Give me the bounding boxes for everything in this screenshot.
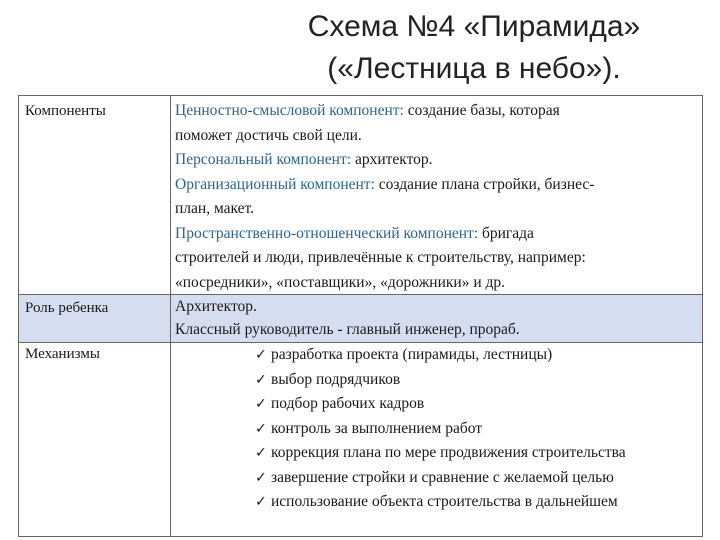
row-label-components: Компоненты	[19, 96, 171, 294]
mechanisms-list	[175, 343, 696, 515]
component-text: создание плана стройки, бизнес-	[374, 175, 595, 193]
list-item	[255, 490, 696, 515]
component-line	[175, 124, 696, 149]
component-name: Ценностно-смысловой компонент:	[175, 102, 404, 119]
mechanism-text: разработка проекта (пирамиды, лестницы)	[271, 346, 553, 363]
mechanisms-cell	[171, 343, 702, 536]
check-icon: ✓	[255, 469, 267, 486]
mechanism-text: выбор подрядчиков	[271, 370, 401, 388]
check-icon: ✓	[255, 494, 267, 510]
mechanism-text: использование объекта строительства в дальнейшем	[271, 493, 618, 510]
component-line	[175, 99, 696, 124]
mechanism-text: завершение стройки и сравнение с желаемой целью	[271, 468, 614, 486]
table-row-mechanisms	[19, 343, 702, 536]
role-line: Классный руководитель - главный инженер, прораб.	[175, 321, 520, 338]
check-icon: ✓	[255, 371, 267, 388]
check-icon: ✓	[255, 420, 267, 437]
list-item	[255, 466, 696, 491]
slide-title-line-2: («Лестница в небо»).	[327, 52, 621, 85]
list-item	[255, 368, 696, 393]
slide-title	[254, 6, 694, 90]
mechanism-text: контроль за выполнением работ	[271, 419, 483, 437]
scheme-table	[18, 95, 703, 537]
component-line	[175, 271, 696, 296]
component-text: архитектор.	[351, 151, 433, 168]
component-name: Пространственно-отношенческий компонент:	[175, 224, 479, 242]
list-item	[255, 392, 696, 417]
table-row-role	[19, 295, 702, 343]
component-text: бригада	[478, 224, 534, 242]
component-text: строителей и люди, привлечённые к строительству, например:	[175, 249, 586, 266]
component-line	[175, 222, 696, 247]
list-item	[255, 417, 696, 442]
component-text: поможет достичь свой цели.	[175, 126, 362, 144]
row-label-role: Роль ребенка	[19, 295, 171, 342]
component-line	[175, 173, 696, 198]
mechanism-text: коррекция плана по мере продвижения строительства	[271, 444, 626, 461]
component-line	[175, 197, 696, 222]
list-item	[255, 343, 696, 368]
component-text: создание базы, которая	[403, 102, 560, 119]
component-text: «посредники», «поставщики», «дорожники» и др.	[175, 273, 505, 291]
list-item	[255, 441, 696, 466]
check-icon: ✓	[255, 445, 267, 461]
row-label-mechanisms: Механизмы	[19, 343, 171, 536]
check-icon: ✓	[255, 347, 267, 363]
mechanism-text: подбор рабочих кадров	[271, 395, 425, 412]
component-name: Персональный компонент:	[175, 151, 352, 168]
check-icon: ✓	[255, 396, 267, 412]
slide-title-line-1: Схема №4 «Пирамида»	[307, 10, 641, 43]
table-row-components	[19, 96, 702, 295]
component-name: Организационный компонент:	[175, 175, 375, 193]
component-line	[175, 148, 696, 173]
component-text: план, макет.	[175, 200, 255, 217]
role-line: Архитектор.	[175, 298, 257, 315]
components-cell	[171, 96, 702, 294]
component-line	[175, 246, 696, 271]
role-cell	[171, 295, 702, 342]
